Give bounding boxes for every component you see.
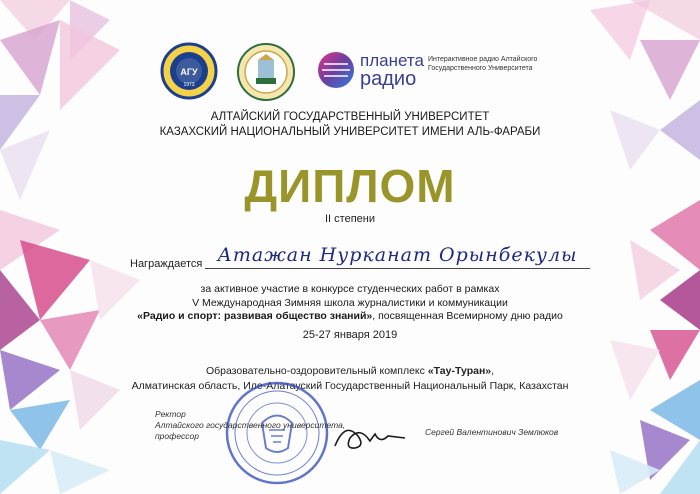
- awardee-name: Атажан Нурканат Орынбекулы: [205, 244, 590, 269]
- logo-row: [160, 42, 560, 102]
- event-name: «Радио и спорт: развивая общество знаний»: [137, 310, 373, 322]
- venue-complex-name: «Тау-Туран»: [427, 365, 492, 377]
- event-dates: 25-27 января 2019: [302, 329, 398, 341]
- university-line-2: КАЗАХСКИЙ НАЦИОНАЛЬНЫЙ УНИВЕРСИТЕТ ИМЕНИ АЛЬ-ФАРАБИ: [159, 126, 541, 138]
- svg-text:АГУ: АГУ: [180, 67, 198, 77]
- reason-line-1: за активное участие в конкурсе студенческих работ в рамках: [200, 283, 500, 295]
- kaznu-emblem-icon: [236, 42, 296, 102]
- signatory-block: [155, 409, 345, 442]
- event-dedication: , посвященная Всемирному дню радио: [372, 310, 563, 322]
- planeta-word: планета: [360, 51, 424, 70]
- reason-line-3: [0, 310, 700, 324]
- reason-line-2: V Международная Зимняя школа журналистики и коммуникации: [192, 296, 508, 309]
- planeta-radio-logo-icon: [316, 50, 356, 90]
- diploma-title: ДИПЛОМ: [244, 160, 456, 212]
- venue-suffix: ,: [491, 365, 495, 377]
- venue-line-1: [0, 364, 700, 379]
- signatory-name: Сергей Валентинович Землюков: [425, 427, 559, 437]
- signatory-title: профессор: [155, 431, 199, 441]
- award-reason: [0, 283, 700, 324]
- diploma-degree: II степени: [325, 213, 375, 225]
- signatory-role: Ректор: [155, 409, 186, 419]
- event-venue: [0, 364, 700, 394]
- venue-line-2: Алматинская область, Иле-Алатауский Государственный Национальный Парк, Казахстан: [131, 380, 569, 392]
- awarded-label: Награждается: [130, 258, 203, 270]
- agu-emblem-icon: [160, 42, 218, 100]
- radio-description: Интерактивное радио Алтайского Государственного Университета: [428, 56, 538, 72]
- venue-prefix: Образовательно-оздоровительный комплекс: [205, 365, 428, 377]
- signatory-organization: Алтайского государственного университета,: [155, 420, 346, 430]
- radio-word: радио: [360, 68, 417, 90]
- svg-text:1973: 1973: [183, 82, 195, 88]
- university-names: [0, 110, 700, 140]
- planeta-radio-wordmark: [360, 52, 424, 89]
- left-triangle-decoration: [0, 0, 150, 494]
- awarded-row: [130, 244, 590, 274]
- university-line-1: АЛТАЙСКИЙ ГОСУДАРСТВЕННЫЙ УНИВЕРСИТЕТ: [210, 111, 490, 123]
